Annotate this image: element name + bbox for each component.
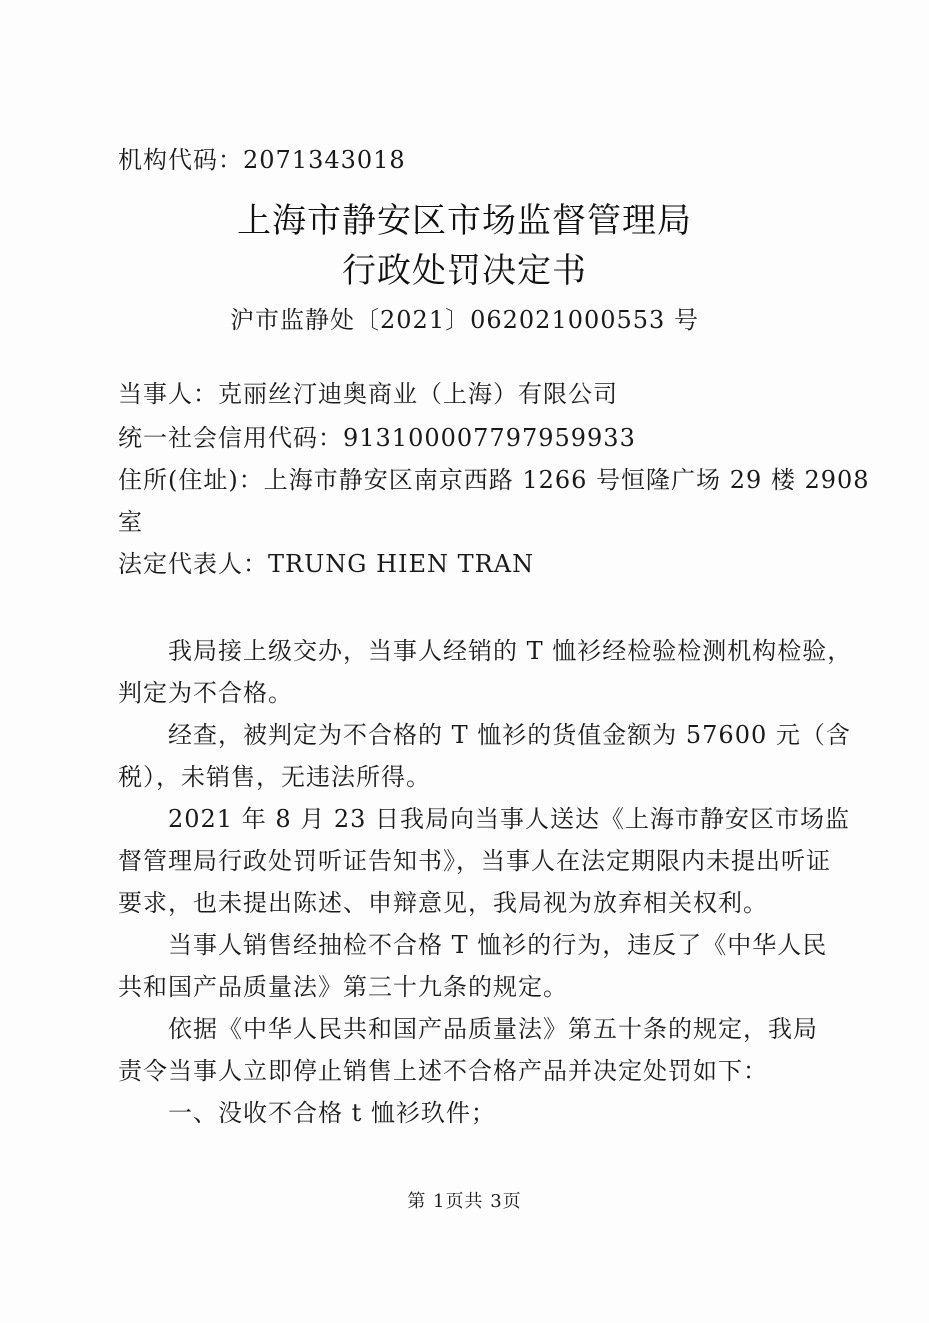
paragraph-line: 依据《中华人民共和国产品质量法》第五十条的规定，我局	[168, 1015, 818, 1043]
page-number: 第 1页共 3页	[407, 1191, 522, 1212]
paragraph-line: 税），未销售，无违法所得。	[118, 763, 431, 791]
credit-code: 统一社会信用代码：913100007797959933	[118, 424, 636, 452]
paragraph-line: 督管理局行政处罚听证告知书》，当事人在法定期限内未提出听证	[118, 847, 831, 875]
document-title-type: 行政处罚决定书	[342, 251, 587, 291]
paragraph-line: 经查，被判定为不合格的 T 恤衫的货值金额为 57600 元（含	[168, 721, 851, 749]
paragraph-line: 要求，也未提出陈述、申辩意见，我局视为放弃相关权利。	[118, 889, 768, 917]
paragraph-line: 判定为不合格。	[118, 679, 293, 707]
paragraph-penalty-item	[118, 1092, 834, 1134]
paragraph-line: 我局接上级交办，当事人经销的 T 恤衫经检验检测机构检验，	[168, 637, 853, 665]
document-title-agency: 上海市静安区市场监督管理局	[237, 201, 692, 241]
paragraph-legal-basis	[118, 1008, 834, 1092]
org-code: 机构代码：2071343018	[118, 146, 406, 174]
paragraph-inspection	[118, 630, 853, 714]
party-name: 当事人：克丽丝汀迪奥商业（上海）有限公司	[118, 380, 618, 408]
legal-representative: 法定代表人：TRUNG HIEN TRAN	[118, 550, 535, 578]
paragraph-violation	[118, 924, 834, 1008]
document-number: 沪市监静处〔2021〕062021000553 号	[230, 306, 699, 334]
paragraph-line: 一、没收不合格 t 恤衫玖件；	[168, 1099, 496, 1127]
party-address: 住所(住址)：上海市静安区南京西路 1266 号恒隆广场 29 楼 2908	[118, 466, 870, 494]
paragraph-line: 共和国产品质量法》第三十九条的规定。	[118, 973, 568, 1001]
paragraph-hearing-notice	[118, 798, 851, 924]
paragraph-line: 2021 年 8 月 23 日我局向当事人送达《上海市静安区市场监	[168, 805, 851, 833]
paragraph-line: 责令当事人立即停止销售上述不合格产品并决定处罚如下：	[118, 1057, 768, 1085]
paragraph-line: 当事人销售经抽检不合格 T 恤衫的行为，违反了《中华人民	[168, 931, 828, 959]
party-address-cont: 室	[118, 508, 143, 536]
paragraph-investigation	[118, 714, 851, 798]
